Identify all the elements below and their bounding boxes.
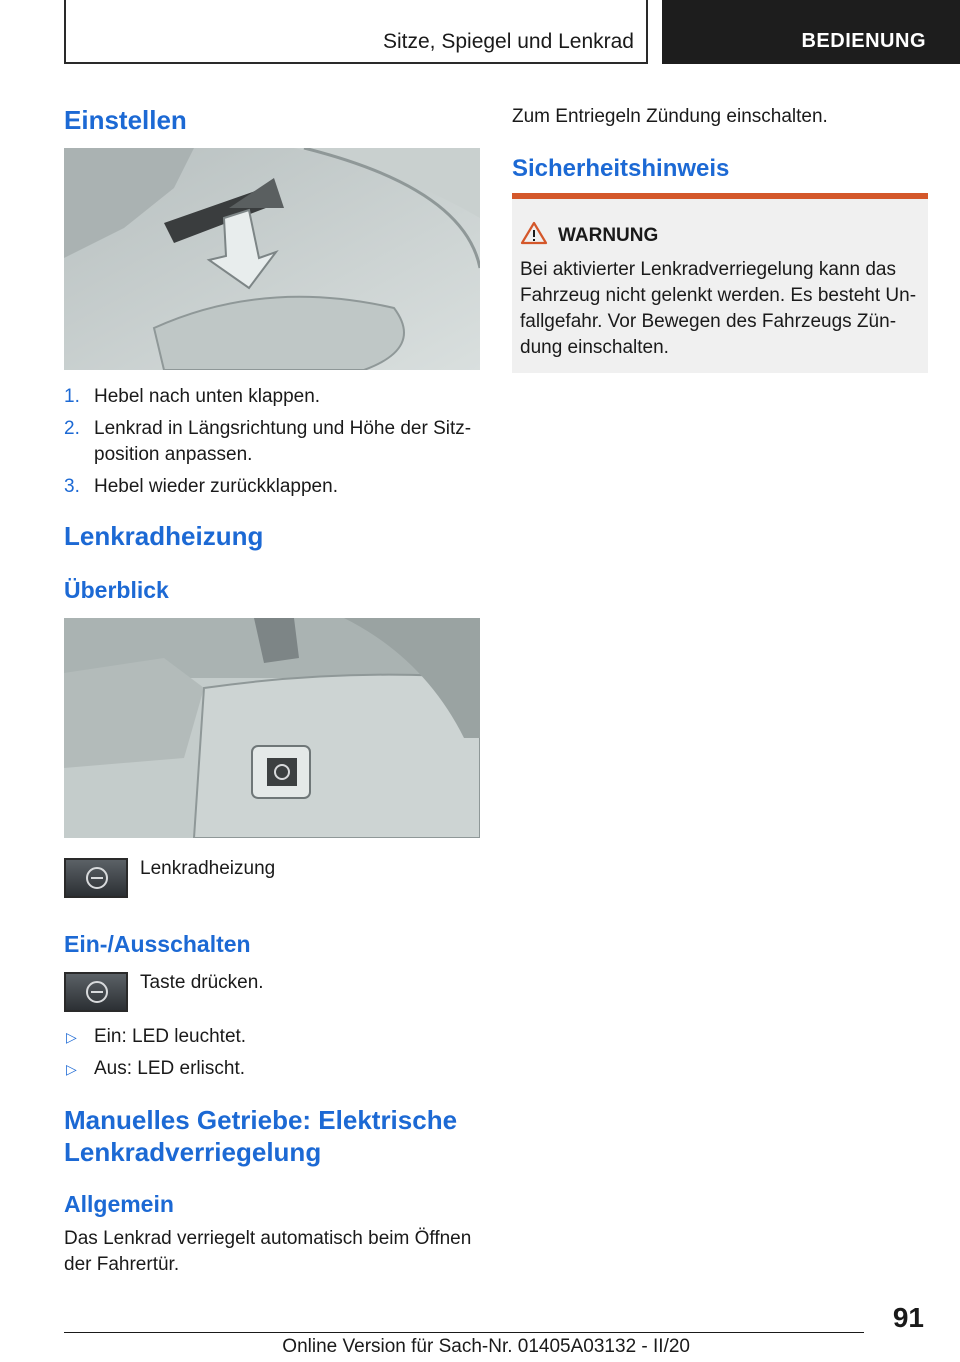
heading-lenkradheizung: Lenkradheizung [64,521,264,551]
online-version-text: Online Version für Sach-Nr. 01405A03132 - II/20 [282,1336,690,1357]
symbol-caption: Lenkradheizung [140,858,276,879]
heading-manuelles-getriebe: Manuelles Getriebe: Elektrische Lenkradverriegelung [64,1105,458,1167]
heated-steering-button-illustration [64,618,480,838]
triangle-bullet-icon: ▷ [66,1061,77,1077]
section-title: Sitze, Spiegel und Lenkrad [382,30,634,53]
list-item: 3. Hebel wieder zurückklappen. [64,476,338,497]
warning-box [512,193,928,373]
adjust-steps-list [64,384,480,506]
list-item: 2. Lenkrad in Längsrichtung und Höhe der Sitzposition anpassen. [64,418,472,465]
chapter-tab-label: BEDIENUNG [801,30,926,52]
steering-wheel-heating-icon [64,972,128,1012]
list-item: ▷ Aus: LED erlischt. [64,1056,480,1082]
warning-text: Bei aktivierter Lenkradverriegelung kann das Fahrzeug nicht gelenkt werden. Es besteht Unfallgefahr. Vor Bewegen des Fahrzeugs Zündung einschalten. [520,259,917,358]
heading-einstellen: Einstellen [64,105,187,135]
steering-wheel-heating-icon [64,858,128,898]
heading-sicherheitshinweis: Sicherheitshinweis [512,155,730,182]
subheading-ueberblick: Überblick [64,577,169,603]
list-item: 1. Hebel nach unten klappen. [64,386,321,407]
footer-divider [64,1332,864,1333]
page-number: 91 [892,1302,924,1333]
taste-druecken-text: Taste drücken. [140,972,264,993]
allgemein-text: Das Lenkrad verriegelt automatisch beim Öffnen der Fahrertür. [64,1228,472,1275]
warning-title: WARNUNG [558,225,659,246]
chapter-tab[interactable] [662,0,960,64]
led-status-list [64,1024,480,1088]
header-section-box [64,0,648,64]
steering-lever-illustration [64,148,480,370]
subheading-ein-aus: Ein-/Ausschalten [64,931,251,957]
subheading-allgemein: Allgemein [64,1191,174,1217]
list-item: ▷ Ein: LED leuchtet. [64,1024,480,1050]
triangle-bullet-icon: ▷ [66,1029,77,1045]
entriegeln-text: Zum Entriegeln Zündung einschalten. [512,106,828,127]
warning-triangle-icon [520,221,548,245]
